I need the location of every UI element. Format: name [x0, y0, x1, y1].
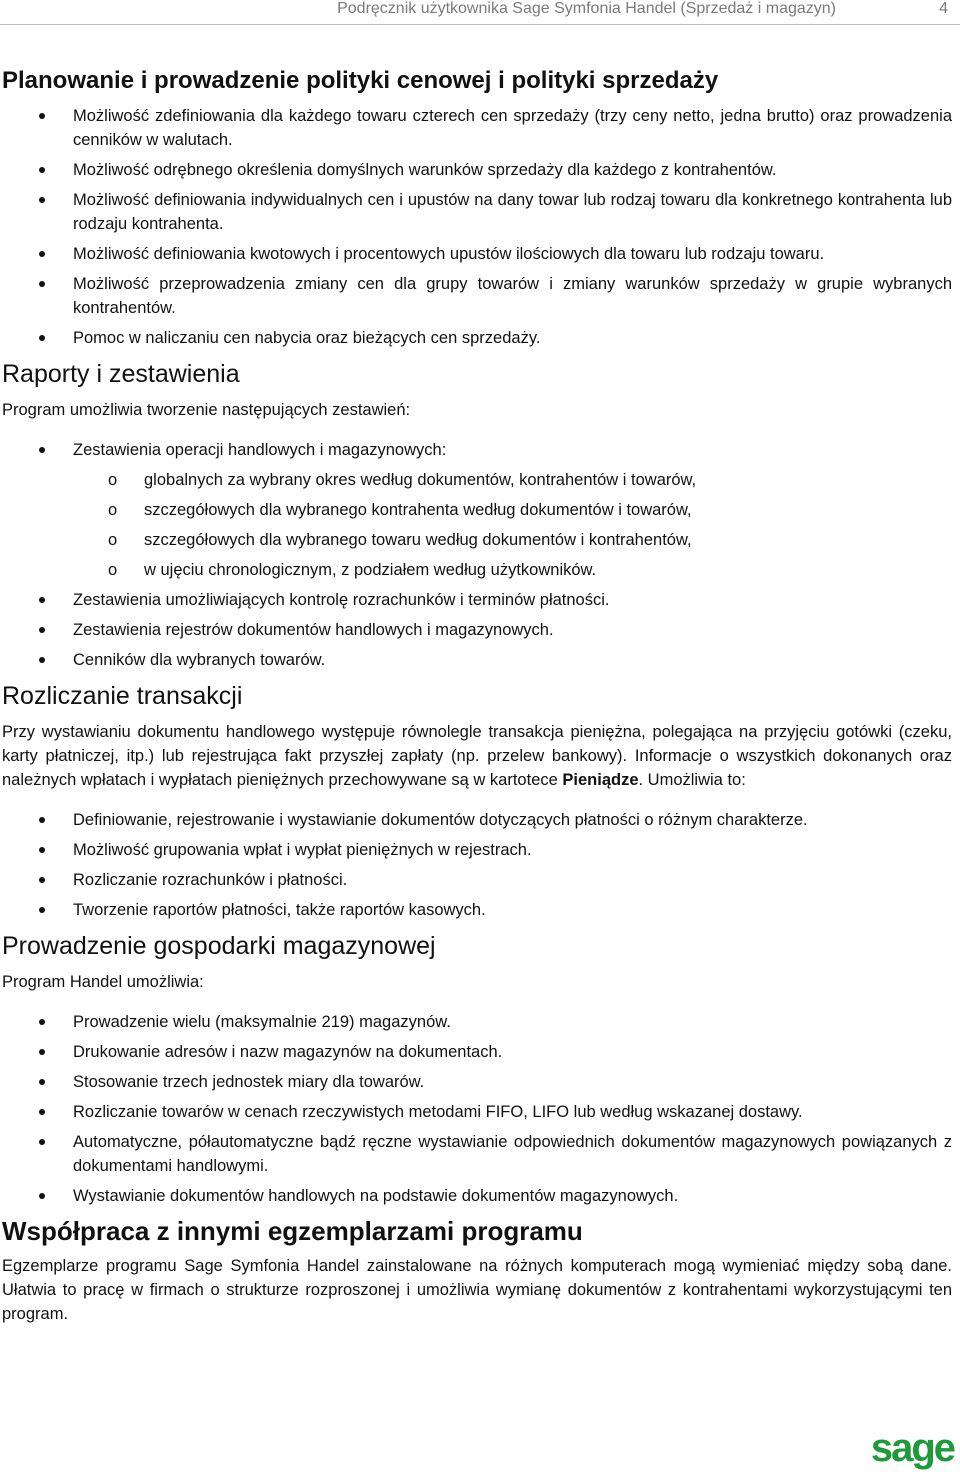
- list-item: Definiowanie, rejestrowanie i wystawianie dokumentów dotyczących płatności o różnym charakterze.: [2, 808, 952, 832]
- list-item: Rozliczanie towarów w cenach rzeczywistych metodami FIFO, LIFO lub według wskazanej dostawy.: [2, 1100, 952, 1124]
- list-item: Możliwość odrębnego określenia domyślnych warunków sprzedaży dla każdego z kontrahentów.: [2, 158, 952, 182]
- settlement-list: [2, 808, 952, 922]
- list-item: Zestawienia rejestrów dokumentów handlowych i magazynowych.: [2, 618, 952, 642]
- reports-intro: Program umożliwia tworzenie następujących zestawień:: [2, 401, 411, 419]
- list-item: Prowadzenie wielu (maksymalnie 219) magazynów.: [2, 1010, 952, 1034]
- settlement-text-a: Przy wystawianiu dokumentu handlowego występuje równolegle transakcja pieniężna, polegająca na przyjęciu gotówki (czeku, karty płatniczej, itp.) lub rejestrująca fakt przyszłej zapłaty (np. przelew bankowy). Informacje o wszystkich dokonanych oraz należnych wpłatach i wypłatach pieniężnych przechowywane są w kartotece: [2, 723, 952, 789]
- list-item: Rozliczanie rozrachunków i płatności.: [2, 868, 952, 892]
- heading-reports: Raporty i zestawienia: [2, 360, 240, 388]
- settlement-text-b: . Umożliwia to:: [638, 771, 746, 789]
- list-item: Automatyczne, półautomatyczne bądź ręczne wystawianie odpowiednich dokumentów magazynowych powiązanych z dokumentami handlowymi.: [2, 1130, 952, 1178]
- list-item: Możliwość definiowania kwotowych i procentowych upustów ilościowych dla towaru lub rodzaju towaru.: [2, 242, 952, 266]
- heading-pricing: Planowanie i prowadzenie polityki cenowej i polityki sprzedaży: [2, 67, 719, 94]
- page-content: [2, 64, 952, 1336]
- sub-list-item: o szczegółowych dla wybranego kontrahenta według dokumentów i towarów,: [73, 498, 952, 522]
- list-item-text: Zestawienia operacji handlowych i magazynowych:: [73, 441, 447, 459]
- heading-cooperation: Współpraca z innymi egzemplarzami programu: [2, 1216, 583, 1246]
- list-item: Zestawienia umożliwiających kontrolę rozrachunków i terminów płatności.: [2, 588, 952, 612]
- heading-settlement: Rozliczanie transakcji: [2, 682, 243, 710]
- list-item: Tworzenie raportów płatności, także raportów kasowych.: [2, 898, 952, 922]
- header-title: Podręcznik użytkownika Sage Symfonia Handel (Sprzedaż i magazyn): [337, 0, 836, 17]
- list-item: Możliwość grupowania wpłat i wypłat pieniężnych w rejestrach.: [2, 838, 952, 862]
- settlement-text-bold: Pieniądze: [562, 771, 639, 789]
- warehouse-intro: Program Handel umożliwia:: [2, 973, 204, 991]
- sage-logo: [871, 1424, 954, 1472]
- list-item: Pomoc w naliczaniu cen nabycia oraz bieżących cen sprzedaży.: [2, 326, 952, 350]
- settlement-paragraph: [2, 720, 952, 792]
- pricing-list: [2, 104, 952, 350]
- list-item: Możliwość definiowania indywidualnych cen i upustów na dany towar lub rodzaj towaru dla konkretnego kontrahenta lub rodzaju kontrahenta.: [2, 188, 952, 236]
- list-item: Możliwość przeprowadzenia zmiany cen dla grupy towarów i zmiany warunków sprzedaży w grupie wybranych kontrahentów.: [2, 272, 952, 320]
- sage-logo-text: sage: [870, 1426, 954, 1470]
- warehouse-list: [2, 1010, 952, 1208]
- page-header: [0, 0, 960, 28]
- header-rule: [0, 24, 960, 25]
- page-number: 4: [939, 0, 948, 17]
- list-item: Drukowanie adresów i nazw magazynów na dokumentach.: [2, 1040, 952, 1064]
- heading-warehouse: Prowadzenie gospodarki magazynowej: [2, 932, 436, 960]
- list-item: Stosowanie trzech jednostek miary dla towarów.: [2, 1070, 952, 1094]
- reports-sublist: [73, 468, 952, 582]
- list-item: [2, 438, 952, 582]
- list-item: Możliwość zdefiniowania dla każdego towaru czterech cen sprzedaży (trzy ceny netto, jedna brutto) oraz prowadzenia cenników w walutach.: [2, 104, 952, 152]
- sub-list-item: o globalnych za wybrany okres według dokumentów, kontrahentów i towarów,: [73, 468, 952, 492]
- sub-list-item: o szczegółowych dla wybranego towaru według dokumentów i kontrahentów,: [73, 528, 952, 552]
- sub-list-item: o w ujęciu chronologicznym, z podziałem według użytkowników.: [73, 558, 952, 582]
- cooperation-paragraph: Egzemplarze programu Sage Symfonia Handel zainstalowane na różnych komputerach mogą wymieniać między sobą dane. Ułatwia to pracę w firmach o strukturze rozproszonej i umożliwia wymianę dokumentów z kontrahentami wykorzystującymi ten program.: [2, 1257, 952, 1323]
- list-item: Cenników dla wybranych towarów.: [2, 648, 952, 672]
- reports-list: [2, 438, 952, 672]
- list-item: Wystawianie dokumentów handlowych na podstawie dokumentów magazynowych.: [2, 1184, 952, 1208]
